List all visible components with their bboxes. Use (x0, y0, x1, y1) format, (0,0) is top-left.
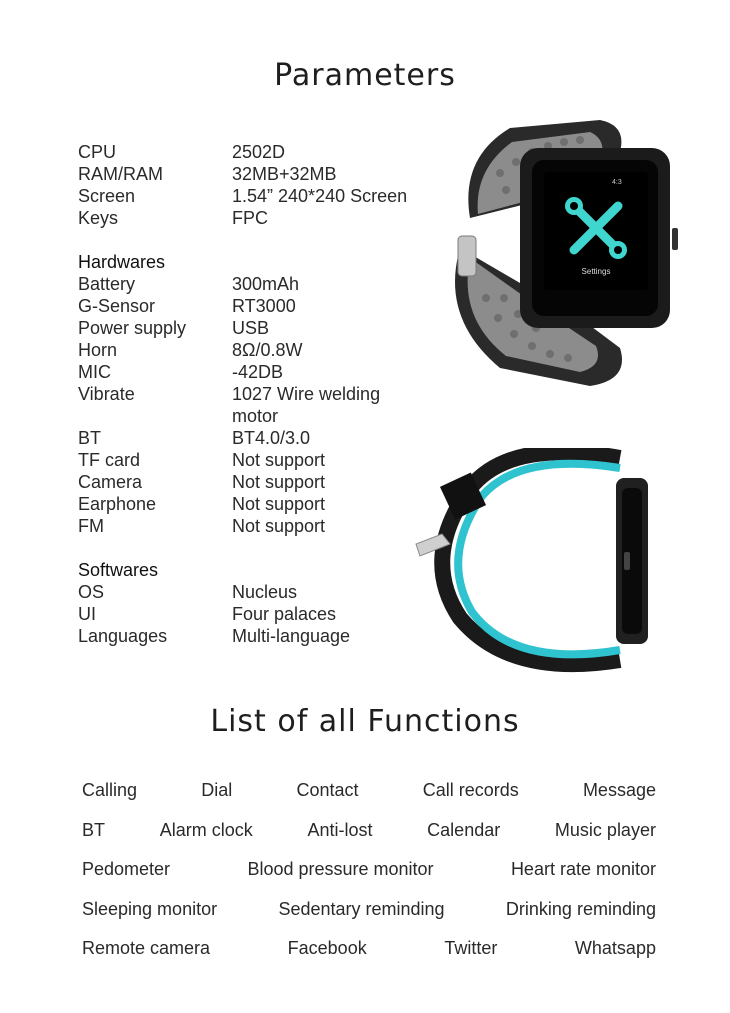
spec-label: Earphone (78, 494, 157, 514)
softwares-specs (78, 559, 448, 647)
spec-label: TF card (78, 450, 141, 470)
function-item: Pedometer (82, 858, 171, 879)
functions-row (82, 857, 656, 881)
spec-row (78, 625, 448, 647)
spec-label: G-Sensor (78, 296, 156, 316)
spec-label: BT (78, 428, 102, 448)
spec-row (78, 493, 448, 515)
functions-row (82, 897, 656, 921)
spec-row (78, 361, 448, 383)
spec-value: 1027 Wire welding motor (232, 384, 381, 426)
function-item: Call records (422, 779, 519, 800)
strap-accent (458, 464, 620, 655)
general-specs (78, 141, 448, 229)
spec-value: Not support (232, 516, 326, 536)
functions-row (82, 936, 656, 960)
smartwatch-front-image (440, 118, 680, 388)
spec-value: Not support (232, 472, 326, 492)
spec-row (78, 449, 448, 471)
spec-label: Power supply (78, 318, 187, 338)
function-item: Music player (554, 819, 656, 840)
spec-value: Nucleus (232, 582, 298, 602)
spec-row (78, 581, 448, 603)
function-item: Remote camera (82, 937, 211, 958)
spec-row (78, 163, 448, 185)
spec-label: CPU (78, 142, 117, 162)
screen-time: 4:3 (612, 179, 622, 186)
spec-row (78, 185, 448, 207)
spec-row (78, 471, 448, 493)
spec-value: RT3000 (232, 296, 296, 316)
spec-value: -42DB (232, 362, 284, 382)
spec-label: Languages (78, 626, 168, 646)
screen-label: Settings (581, 267, 611, 276)
function-item: Blood pressure monitor (247, 858, 434, 879)
spec-value: FPC (232, 208, 268, 228)
functions-title: List of all Functions (210, 704, 520, 739)
spec-row (78, 141, 448, 163)
spec-row (78, 317, 448, 339)
spec-value: Four palaces (232, 604, 337, 624)
function-item: Contact (296, 779, 359, 800)
function-item: Anti-lost (307, 819, 373, 840)
parameters-title: Parameters (274, 58, 456, 93)
side-button (672, 228, 678, 250)
function-item: Calendar (427, 819, 501, 840)
function-item: Whatsapp (574, 937, 656, 958)
spec-label: Screen (78, 186, 136, 206)
spec-label: MIC (78, 362, 111, 382)
function-item: Twitter (444, 937, 498, 958)
spec-value: 1.54” 240*240 Screen (232, 186, 408, 206)
function-item: Facebook (287, 937, 367, 958)
spec-row (78, 339, 448, 361)
spec-value: Not support (232, 450, 326, 470)
side-button (624, 552, 630, 570)
spec-value: 300mAh (232, 274, 300, 294)
functions-row (82, 778, 656, 802)
smartwatch-side-image (410, 448, 660, 680)
hardwares-specs (78, 251, 448, 537)
spec-value: 2502D (232, 142, 286, 162)
spec-value: BT4.0/3.0 (232, 428, 311, 448)
softwares-heading: Softwares (78, 560, 159, 580)
function-item: Alarm clock (159, 819, 253, 840)
spec-label: Camera (78, 472, 143, 492)
function-item: Heart rate monitor (510, 858, 656, 879)
spec-value: Not support (232, 494, 326, 514)
function-item: Sedentary reminding (278, 898, 445, 919)
buckle (458, 236, 476, 276)
spec-label: FM (78, 516, 104, 536)
spec-value: Multi-language (232, 626, 351, 646)
spec-label: Keys (78, 208, 119, 228)
spec-row (78, 207, 448, 229)
hardwares-heading: Hardwares (78, 252, 166, 272)
spec-value: 8Ω/0.8W (232, 340, 303, 360)
function-item: BT (82, 819, 106, 840)
spec-label: RAM/RAM (78, 164, 163, 184)
spec-label: Horn (78, 340, 118, 360)
function-item: Sleeping monitor (82, 898, 218, 919)
spec-row (78, 427, 448, 449)
spec-row (78, 515, 448, 537)
spec-row (78, 273, 448, 295)
spec-label: Battery (78, 274, 136, 294)
spec-value: 32MB+32MB (232, 164, 337, 184)
function-item: Calling (82, 779, 138, 800)
function-item: Message (582, 779, 656, 800)
spec-row (78, 603, 448, 625)
spec-label: OS (78, 582, 105, 602)
spec-value: USB (232, 318, 270, 338)
functions-row (82, 818, 656, 842)
spec-label: Vibrate (78, 384, 135, 404)
spec-row (78, 295, 448, 317)
function-item: Drinking reminding (505, 898, 656, 919)
spec-row (78, 383, 448, 427)
spec-label: UI (78, 604, 96, 624)
function-item: Dial (201, 779, 233, 800)
